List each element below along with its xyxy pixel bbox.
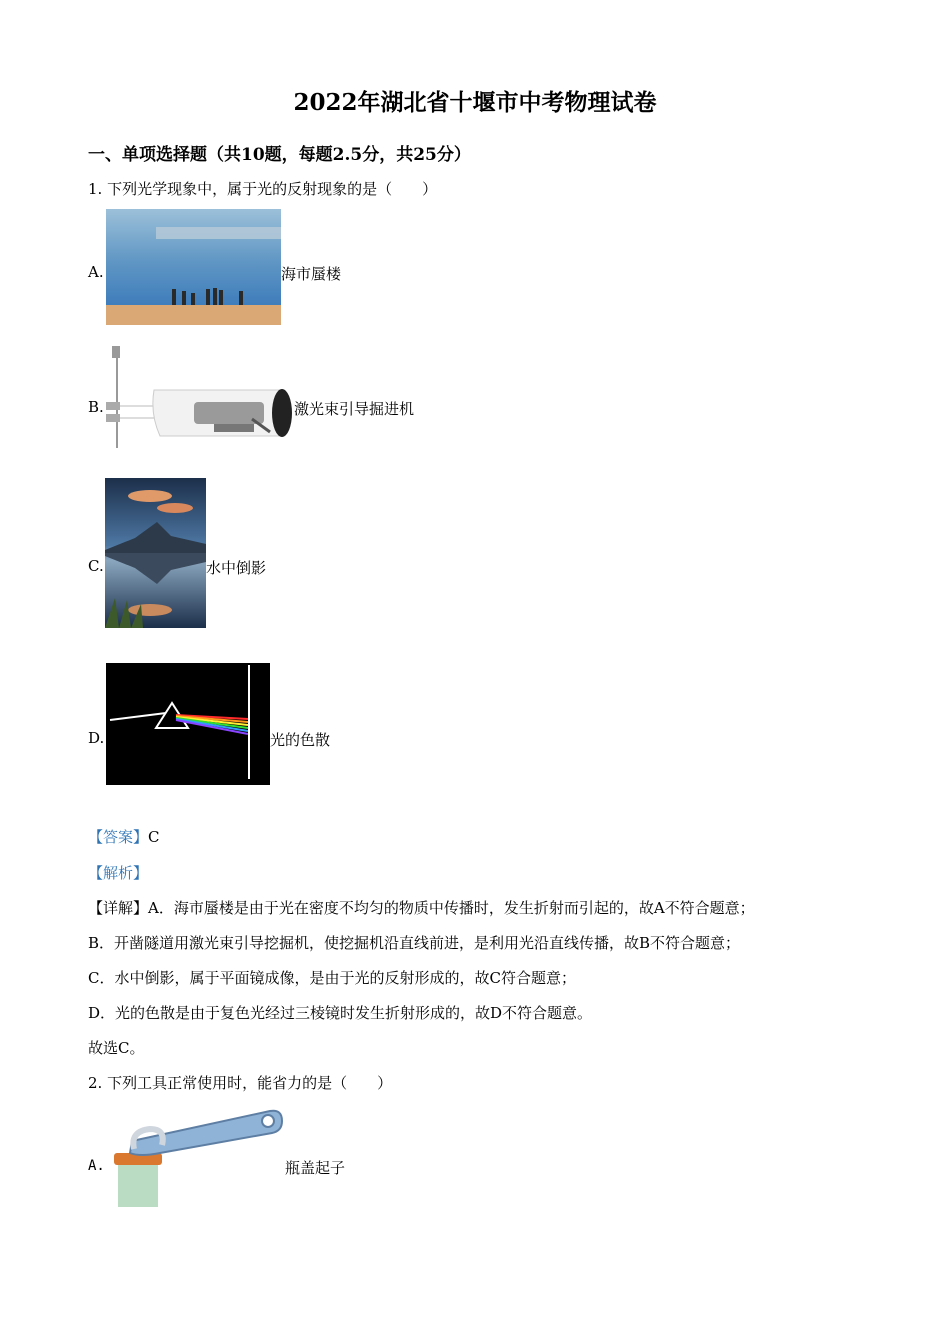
option-d-label: D. — [88, 729, 105, 747]
q2-option-a-text: 瓶盖起子 — [285, 1159, 346, 1177]
option-a-text: 海市蜃楼 — [281, 265, 342, 283]
answer-value: C — [148, 828, 160, 846]
option-d-text: 光的色散 — [270, 731, 331, 749]
detail-text-b: B．开凿隧道用激光束引导挖掘机，使挖掘机沿直线前进，是利用光沿直线传播，故B不符合题意； — [88, 934, 741, 952]
page-title: 2022年湖北省十堰市中考物理试卷 — [293, 89, 657, 116]
detail-text-d: D．光的色散是由于复色光经过三棱镜时发生折射形成的，故D不符合题意。 — [88, 1004, 593, 1022]
section-heading: 一、单项选择题（共10题，每题2.5分，共25分） — [88, 145, 471, 165]
bottle-opener-image — [110, 1105, 285, 1207]
detail-text-c: C．水中倒影，属于平面镜成像，是由于光的反射形成的，故C符合题意； — [88, 969, 576, 987]
conclusion: 故选C。 — [88, 1039, 145, 1057]
prism-dispersion-image — [106, 663, 270, 785]
option-c-label: C. — [88, 557, 104, 575]
mirage-image — [106, 209, 281, 325]
q2-option-a-label: A. — [88, 1158, 105, 1174]
detail-tag: 【详解】 — [88, 899, 149, 917]
analysis-tag: 【解析】 — [88, 864, 149, 882]
option-c-text: 水中倒影 — [206, 559, 267, 577]
question-2-stem: 2. 下列工具正常使用时，能省力的是（ ） — [88, 1074, 393, 1092]
detail-line-1 — [88, 897, 755, 918]
answer-tag: 【答案】 — [88, 828, 149, 846]
question-1-stem: 1. 下列光学现象中，属于光的反射现象的是（ ） — [88, 180, 438, 198]
laser-tunneling-diagram — [104, 344, 294, 452]
water-reflection-image — [105, 478, 206, 628]
option-b-text: 激光束引导掘进机 — [294, 400, 415, 418]
answer-line — [88, 826, 160, 847]
option-a-label: A. — [88, 263, 104, 281]
detail-text-a: A．海市蜃楼是由于光在密度不均匀的物质中传播时，发生折射而引起的，故A不符合题意； — [148, 899, 755, 917]
option-b-label: B. — [88, 398, 104, 416]
